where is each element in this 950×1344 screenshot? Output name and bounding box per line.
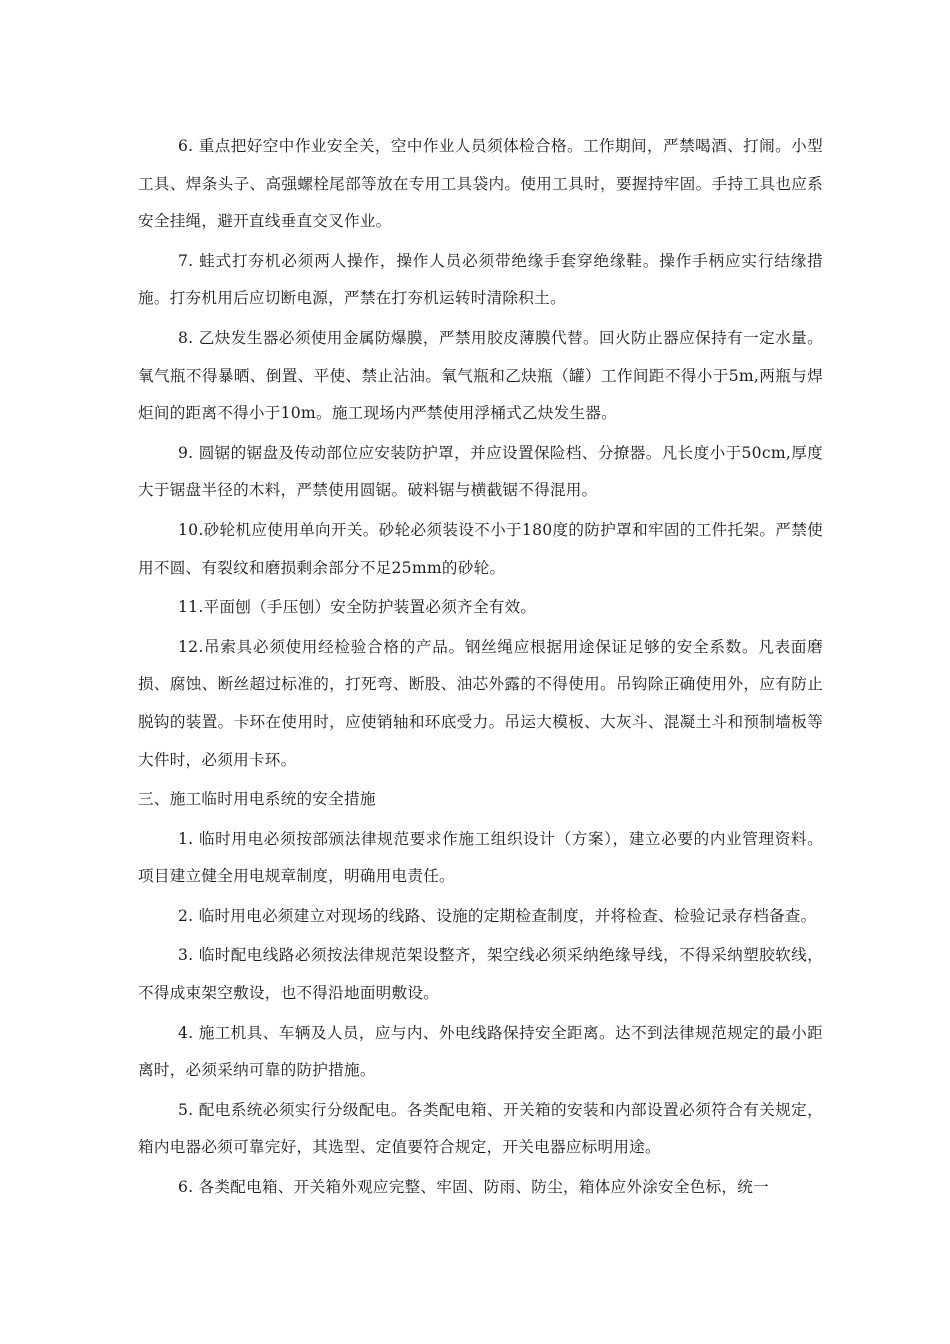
section3-paragraph-4: 4. 施工机具、车辆及人员，应与内、外电线路保持安全距离。达不到法律规范规定的最小距离时，必须采纳可靠的防护措施。 <box>138 1023 823 1080</box>
section-heading-3: 三、施工临时用电系统的安全措施 <box>138 790 376 809</box>
document-page <box>138 128 823 1209</box>
paragraph-item-7: 7. 蛙式打夯机必须两人操作，操作人员必须带绝缘手套穿绝缘鞋。操作手柄应实行结缘措施。打夯机用后应切断电源，严禁在打夯机运转时清除积土。 <box>138 251 823 308</box>
section3-paragraph-3: 3. 临时配电线路必须按法律规范架设整齐，架空线必须采纳绝缘导线，不得采纳塑胶软线，不得成束架空敷设，也不得沿地面明敷设。 <box>138 946 823 1003</box>
section3-paragraph-2: 2. 临时用电必须建立对现场的线路、设施的定期检查制度，并将检查、检验记录存档备查。 <box>178 906 817 925</box>
section3-paragraph-1: 1. 临时用电必须按部颁法律规范要求作施工组织设计（方案），建立必要的内业管理资料。项目建立健全用电规章制度，明确用电责任。 <box>138 829 823 886</box>
section3-paragraph-5: 5. 配电系统必须实行分级配电。各类配电箱、开关箱的安装和内部设置必须符合有关规定，箱内电器必须可靠完好，其选型、定值要符合规定，开关电器应标明用途。 <box>138 1100 823 1157</box>
paragraph-item-9: 9. 圆锯的锯盘及传动部位应安装防护罩，并应设置保险档、分撩器。凡长度小于50cm,厚度大于锯盘半径的木料，严禁使用圆锯。破料锯与横截锯不得混用。 <box>138 443 823 500</box>
paragraph-item-6: 6. 重点把好空中作业安全关，空中作业人员须体检合格。工作期间，严禁喝酒、打闹。小型工具、焊条头子、高强螺栓尾部等放在专用工具袋内。使用工具时，要握持牢固。手持工具也应系安全挂绳，避开直线垂直交叉作业。 <box>138 137 823 231</box>
paragraph-item-11: 11.平面刨（手压刨）安全防护装置必须齐全有效。 <box>178 598 537 617</box>
paragraph-item-8: 8. 乙炔发生器必须使用金属防爆膜，严禁用胶皮薄膜代替。回火防止器应保持有一定水量。氧气瓶不得暴晒、倒置、平使、禁止沾油。氧气瓶和乙炔瓶（罐）工作间距不得小于5m,两瓶与焊炬间的距离不得小于10m。施工现场内严禁使用浮桶式乙炔发生器。 <box>138 328 823 423</box>
section3-paragraph-6: 6. 各类配电箱、开关箱外观应完整、牢固、防雨、防尘，箱体应外涂安全色标，统一 <box>178 1178 769 1197</box>
paragraph-item-12: 12.吊索具必须使用经检验合格的产品。钢丝绳应根据用途保证足够的安全系数。凡表面磨损、腐蚀、断丝超过标准的，打死弯、断股、油芯外露的不得使用。吊钩除正确使用外，应有防止脱钩的装置。卡环在使用时，应使销轴和环底受力。吊运大模板、大灰斗、混凝土斗和预制墙板等大件时，必须用卡环。 <box>138 637 823 769</box>
paragraph-item-10: 10.砂轮机应使用单向开关。砂轮必须装设不小于180度的防护罩和牢固的工件托架。严禁使用不圆、有裂纹和磨损剩余部分不足25mm的砂轮。 <box>138 520 823 577</box>
